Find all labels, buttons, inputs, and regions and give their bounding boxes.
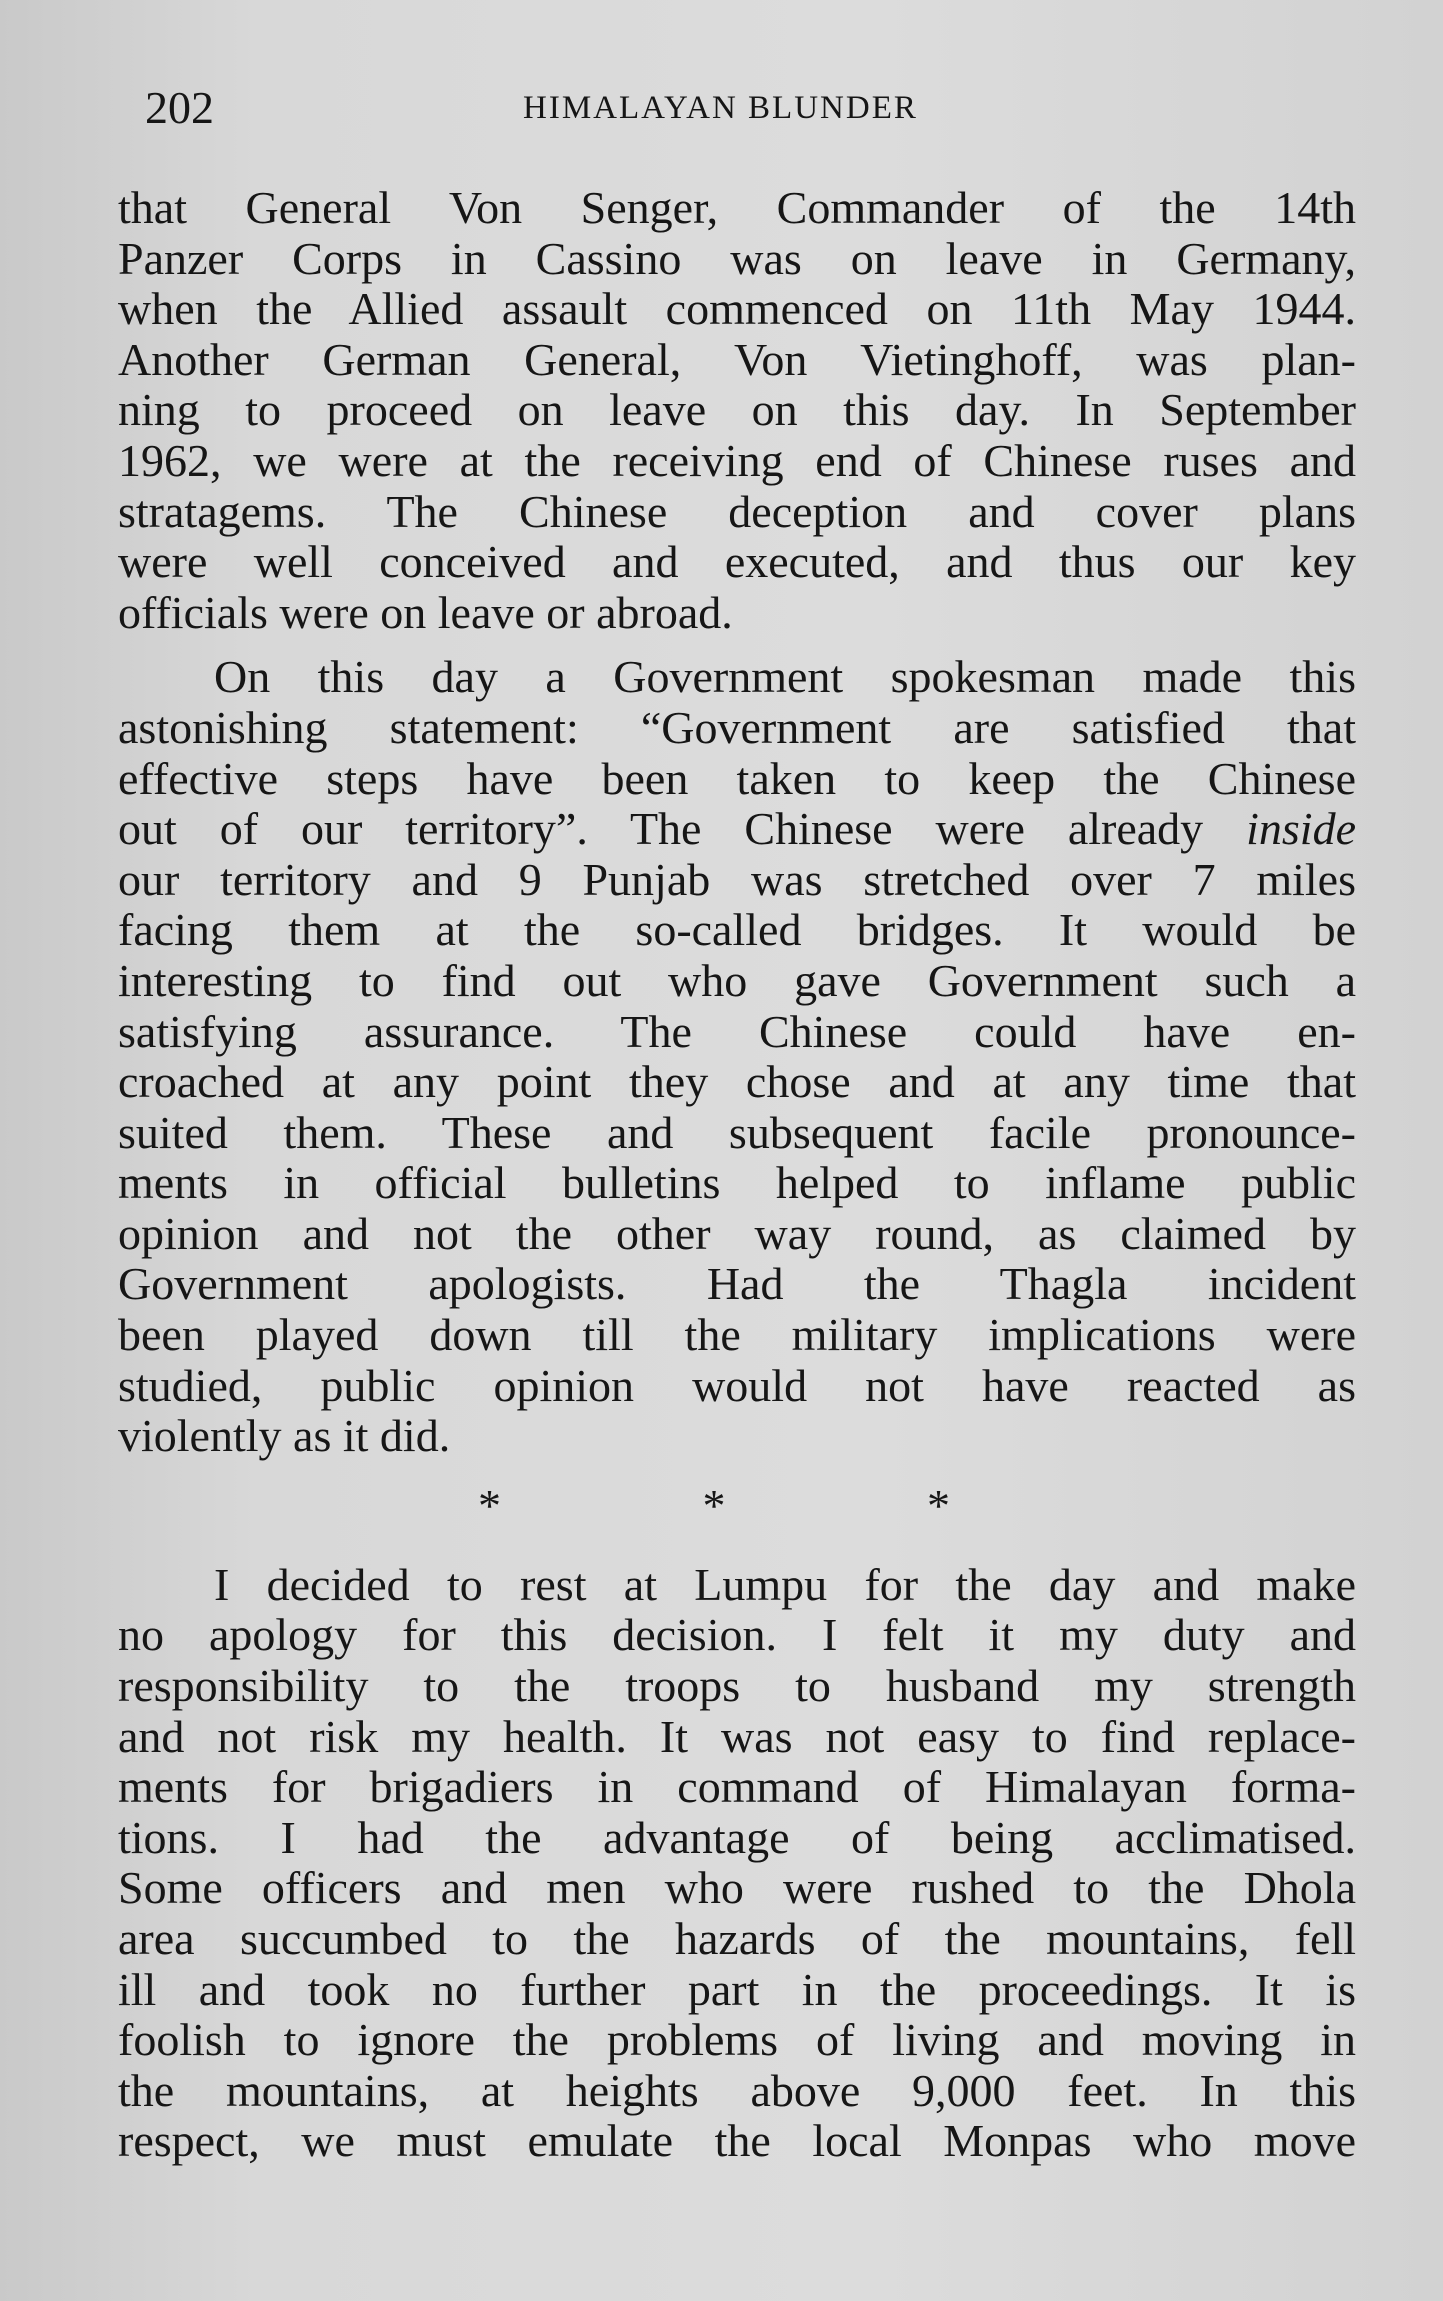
text-line: the mountains, at heights above 9,000 feet. In this — [118, 2064, 1356, 2116]
text-line: On this day a Government spokesman made this — [214, 651, 1356, 703]
text-line: area succumbed to the hazards of the mountains, fell — [118, 1913, 1356, 1964]
text-line: facing them at the so-called bridges. It would be — [118, 904, 1356, 956]
text-line: ill and took no further part in the proceedings. It is — [118, 1963, 1356, 2015]
text-line: Government apologists. Had the Thagla incident — [118, 1258, 1356, 1310]
page-number: 202 — [145, 82, 214, 133]
text-line: astonishing statement: “Government are satisfied that — [118, 701, 1356, 753]
text-line: croached at any point they chose and at any time that — [118, 1056, 1356, 1108]
text-line: officials were on leave or abroad. — [118, 586, 733, 638]
text-line: when the Allied assault commenced on 11th May 1944. — [118, 283, 1356, 335]
text-line: ning to proceed on leave on this day. In September — [118, 384, 1356, 436]
separator-asterisk: * — [927, 1479, 950, 1531]
text-line: and not risk my health. It was not easy to find replace- — [118, 1710, 1356, 1762]
text-line: been played down till the military implications were — [118, 1309, 1356, 1361]
text-line: ments for brigadiers in command of Himalayan forma- — [118, 1761, 1356, 1813]
section-separator — [478, 1470, 950, 1542]
text-line-part: out of our territory”. The Chinese were already — [118, 803, 1204, 855]
text-line: studied, public opinion would not have reacted as — [118, 1359, 1356, 1411]
text-line: that General Von Senger, Commander of the 14th — [118, 182, 1356, 233]
running-head — [145, 78, 1360, 138]
italic-word: inside — [1246, 803, 1356, 855]
text-line: opinion and not the other way round, as claimed by — [118, 1207, 1356, 1259]
text-line-with-italic — [118, 804, 1356, 855]
text-line: responsibility to the troops to husband my strength — [118, 1660, 1356, 1712]
text-line: interesting to find out who gave Government such a — [118, 954, 1356, 1006]
text-line: violently as it did. — [118, 1410, 451, 1462]
text-line: effective steps have been taken to keep the Chinese — [118, 752, 1356, 804]
text-line: foolish to ignore the problems of living and moving in — [118, 2014, 1356, 2066]
text-line: Some officers and men who were rushed to the Dhola — [118, 1862, 1356, 1914]
text-line: our territory and 9 Punjab was stretched over 7 miles — [118, 853, 1356, 905]
text-line: tions. I had the advantage of being acclimatised. — [118, 1811, 1356, 1863]
text-line: Another German General, Von Vietinghoff, was plan- — [118, 333, 1356, 385]
text-line: satisfying assurance. The Chinese could have en- — [118, 1005, 1356, 1057]
text-line: ments in official bulletins helped to inflame public — [118, 1157, 1356, 1209]
text-line: were well conceived and executed, and thus our key — [118, 536, 1356, 588]
text-line: I decided to rest at Lumpu for the day and make — [214, 1558, 1356, 1610]
text-line: respect, we must emulate the local Monpas who move — [118, 2115, 1356, 2167]
paragraph-3 — [118, 1560, 1356, 2167]
book-title: HIMALAYAN BLUNDER — [523, 90, 918, 126]
text-line: stratagems. The Chinese deception and cover plans — [118, 485, 1356, 537]
text-line: suited them. These and subsequent facile pronounce- — [118, 1106, 1356, 1158]
text-line: 1962, we were at the receiving end of Chinese ruses and — [118, 434, 1356, 486]
text-line: Panzer Corps in Cassino was on leave in Germany, — [118, 232, 1356, 284]
separator-asterisk: * — [702, 1479, 726, 1531]
paragraph-1 — [118, 183, 1356, 638]
body-text — [118, 183, 1356, 2167]
separator-asterisk: * — [478, 1479, 501, 1531]
text-line: no apology for this decision. I felt it my duty and — [118, 1609, 1356, 1661]
paragraph-2 — [118, 652, 1356, 1462]
